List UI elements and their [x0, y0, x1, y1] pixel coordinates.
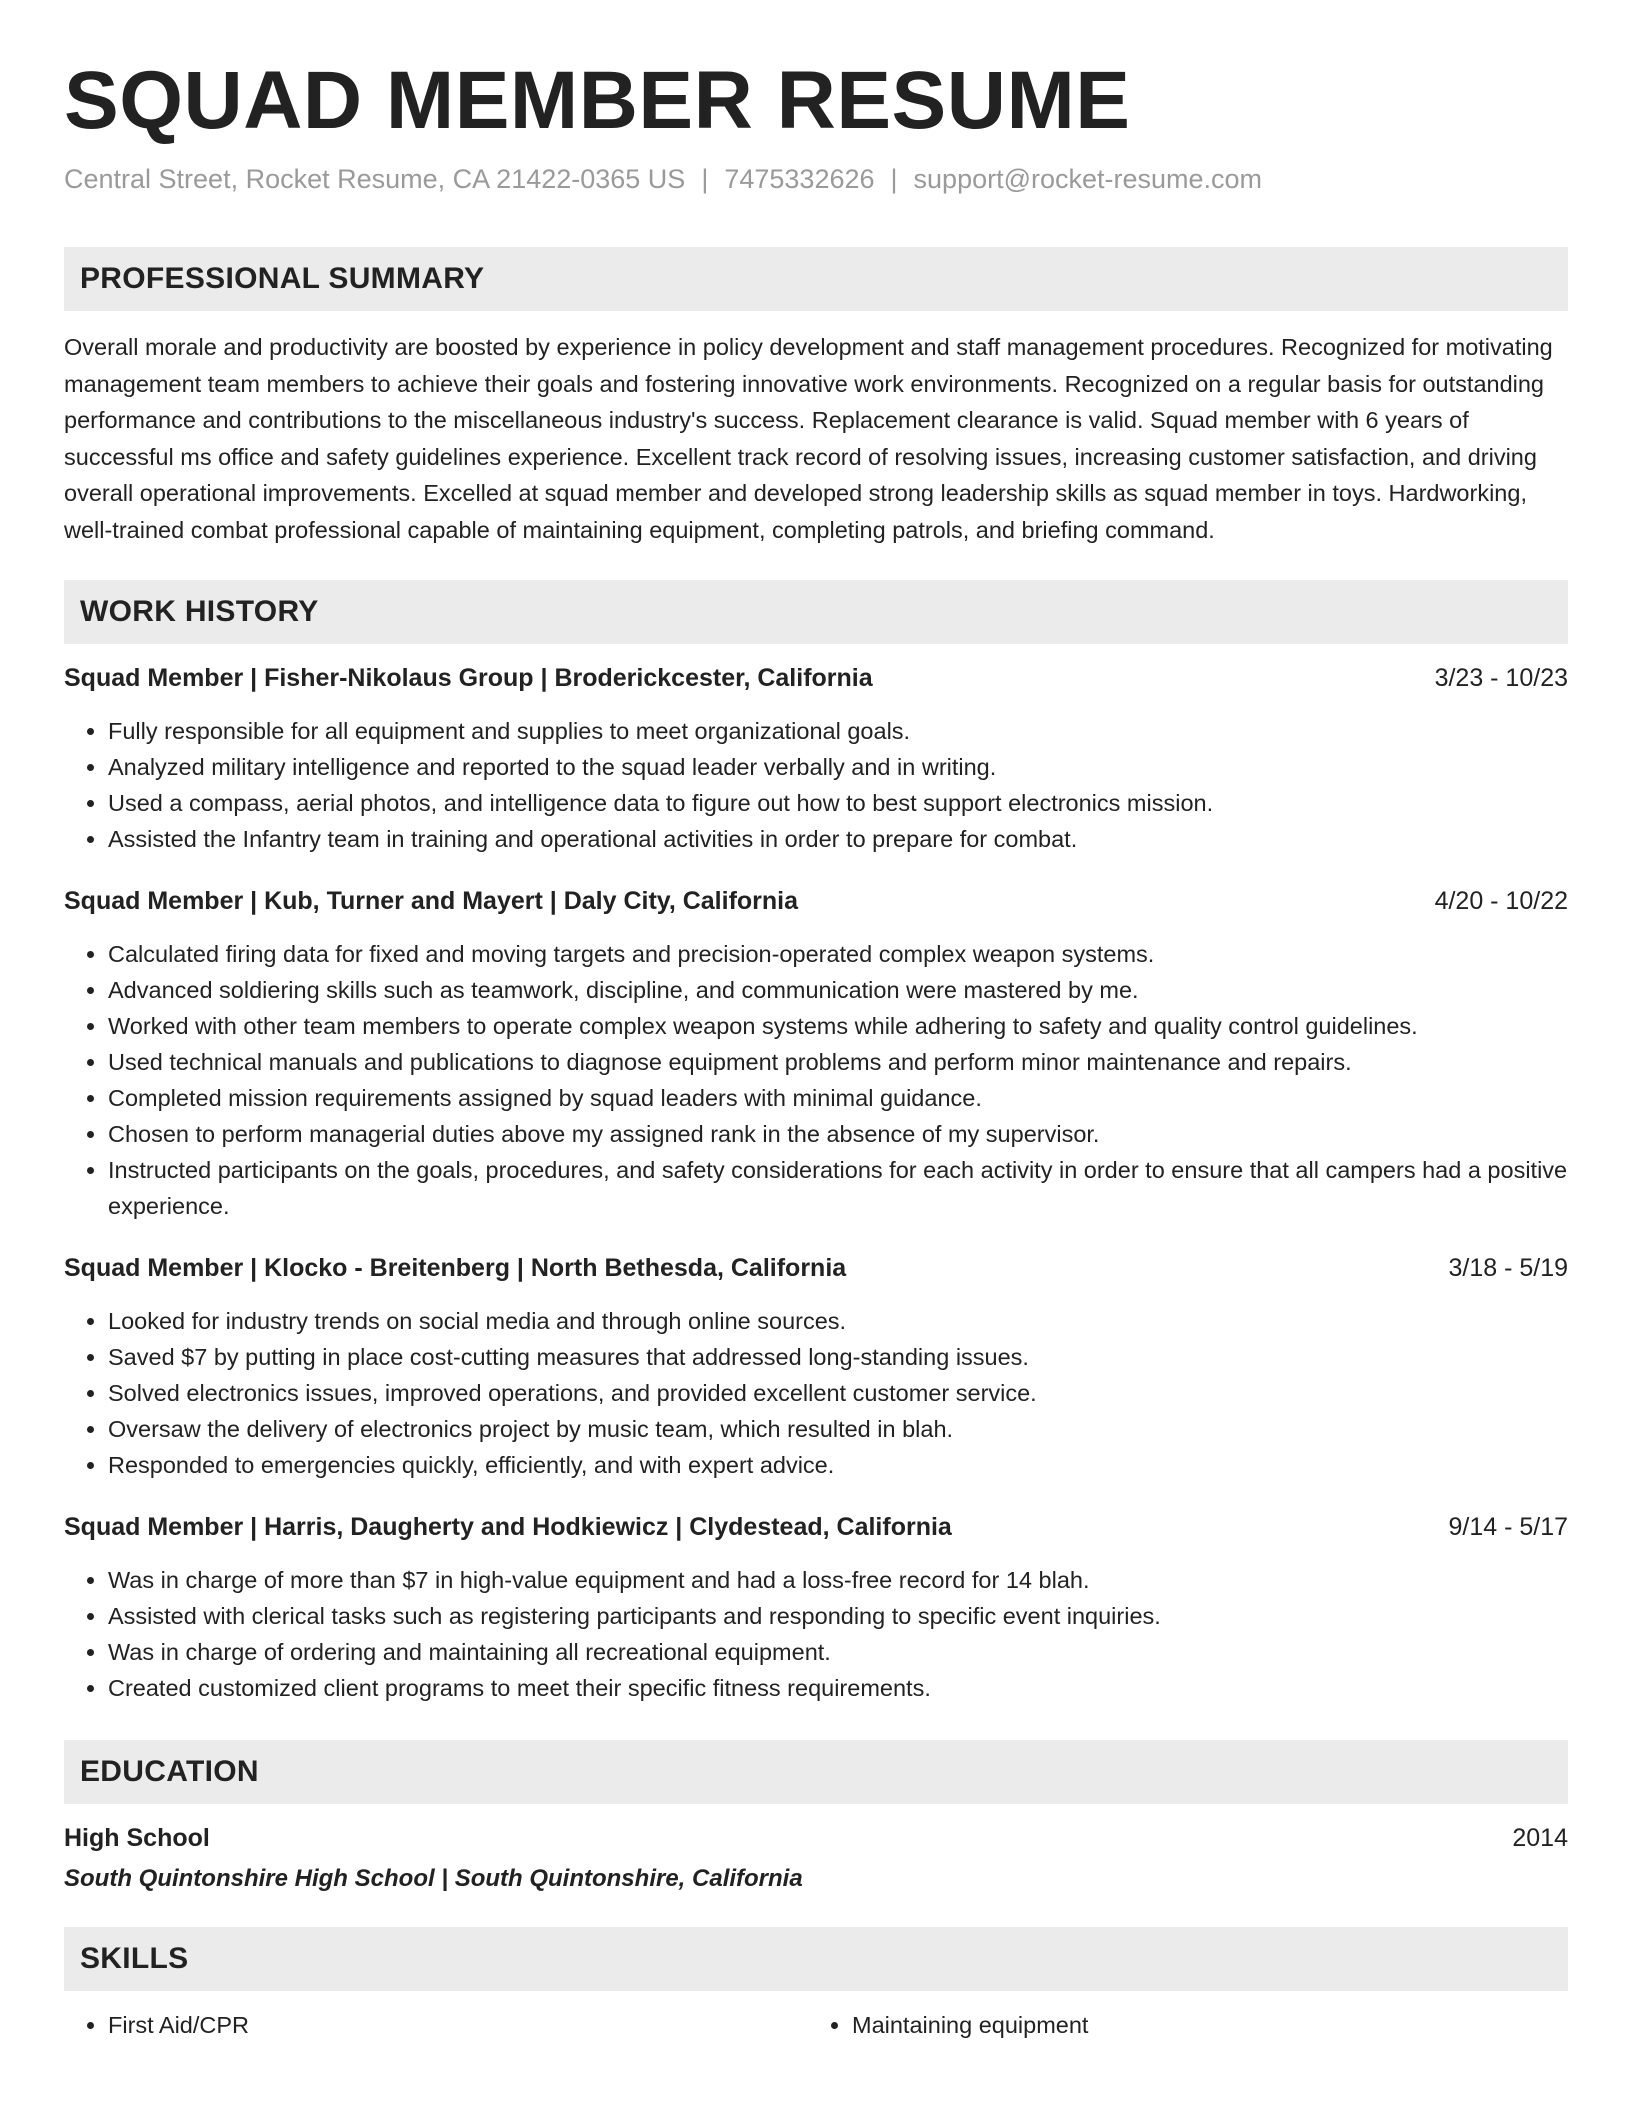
job-bullet: • Chosen to perform managerial duties above my assigned rank in the absence of my supervisor.	[108, 1116, 1568, 1152]
job-heading: Squad Member | Fisher-Nikolaus Group | Broderickcester, California	[64, 664, 873, 693]
work-history-list	[64, 664, 1568, 1706]
job-date: 3/23 - 10/23	[1434, 664, 1568, 693]
job-bullet-list	[64, 713, 1568, 857]
job-bullet: • Looked for industry trends on social media and through online sources.	[108, 1303, 1568, 1339]
education-entry	[64, 1824, 1568, 1853]
job-date: 4/20 - 10/22	[1434, 887, 1568, 916]
education-year: 2014	[1512, 1824, 1568, 1853]
contact-address: Central Street, Rocket Resume, CA 21422-0365 US	[64, 164, 686, 195]
skills-left-list	[64, 2007, 808, 2043]
job-heading-row	[64, 887, 1568, 916]
job-entry	[64, 1513, 1568, 1706]
contact-separator: |	[890, 164, 898, 195]
work-section-title: WORK HISTORY	[80, 595, 319, 629]
resume-title: SQUAD MEMBER RESUME	[64, 55, 1131, 146]
job-bullet: • Oversaw the delivery of electronics project by music team, which resulted in blah.	[108, 1411, 1568, 1447]
summary-text: Overall morale and productivity are boosted by experience in policy development and staff management procedures. Recognized for motivating management team members to achieve their goals and fostering innovative work environments. Recognized on a regular basis for outstanding performance and contributions to the miscellaneous industry's success. Replacement clearance is valid. Squad member with 6 years of successful ms office and safety guidelines experience. Excellent track record of resolving issues, increasing customer satisfaction, and driving overall operational improvements. Excelled at squad member and developed strong leadership skills as squad member in toys. Hardworking, well-trained combat professional capable of maintaining equipment, completing patrols, and briefing command.	[64, 334, 1553, 543]
job-bullet-list	[64, 1562, 1568, 1706]
job-bullet: • Fully responsible for all equipment and supplies to meet organizational goals.	[108, 713, 1568, 749]
skills-columns	[64, 2007, 1568, 2043]
job-bullet: • Instructed participants on the goals, procedures, and safety considerations for each activity in order to ensure that all campers had a positive experience.	[108, 1152, 1568, 1224]
job-bullet: • Responded to emergencies quickly, efficiently, and with expert advice.	[108, 1447, 1568, 1483]
job-bullet: • Completed mission requirements assigned by squad leaders with minimal guidance.	[108, 1080, 1568, 1116]
education-degree: High School	[64, 1824, 210, 1853]
job-heading: Squad Member | Kub, Turner and Mayert | Daly City, California	[64, 887, 799, 916]
job-heading: Squad Member | Klocko - Breitenberg | North Bethesda, California	[64, 1254, 847, 1283]
job-heading: Squad Member | Harris, Daugherty and Hodkiewicz | Clydestead, California	[64, 1513, 952, 1542]
job-heading-row	[64, 1513, 1568, 1542]
education-section-title: EDUCATION	[80, 1755, 259, 1789]
skill-item: • Maintaining equipment	[852, 2007, 1552, 2043]
contact-line	[64, 164, 1568, 195]
job-bullet: • Calculated firing data for fixed and moving targets and precision-operated complex weapon systems.	[108, 936, 1568, 972]
work-section-header	[64, 580, 1568, 644]
skills-right-list	[808, 2007, 1552, 2043]
job-bullet: • Solved electronics issues, improved operations, and provided excellent customer service.	[108, 1375, 1568, 1411]
job-bullet-list	[64, 1303, 1568, 1483]
job-bullet: • Was in charge of more than $7 in high-value equipment and had a loss-free record for 14 blah.	[108, 1562, 1568, 1598]
education-section-header	[64, 1740, 1568, 1804]
job-entry	[64, 664, 1568, 857]
job-date: 9/14 - 5/17	[1448, 1513, 1568, 1542]
summary-section-title: PROFESSIONAL SUMMARY	[80, 262, 485, 296]
job-bullet: • Used a compass, aerial photos, and intelligence data to figure out how to best support electronics mission.	[108, 785, 1568, 821]
skills-section-title: SKILLS	[80, 1942, 189, 1976]
job-bullet: • Advanced soldiering skills such as teamwork, discipline, and communication were mastered by me.	[108, 972, 1568, 1008]
contact-phone: 7475332626	[724, 164, 875, 195]
skills-section-header	[64, 1927, 1568, 1991]
job-bullet-list	[64, 936, 1568, 1224]
summary-section-header	[64, 247, 1568, 311]
job-heading-row	[64, 1254, 1568, 1283]
contact-separator: |	[701, 164, 709, 195]
job-bullet: • Assisted the Infantry team in training and operational activities in order to prepare for combat.	[108, 821, 1568, 857]
job-bullet: • Used technical manuals and publications to diagnose equipment problems and perform minor maintenance and repairs.	[108, 1044, 1568, 1080]
job-bullet: • Assisted with clerical tasks such as registering participants and responding to specific event inquiries.	[108, 1598, 1568, 1634]
contact-email: support@rocket-resume.com	[913, 164, 1263, 195]
job-date: 3/18 - 5/19	[1448, 1254, 1568, 1283]
education-school: South Quintonshire High School | South Quintonshire, California	[64, 1865, 803, 1893]
job-entry	[64, 887, 1568, 1224]
job-bullet: • Analyzed military intelligence and reported to the squad leader verbally and in writing.	[108, 749, 1568, 785]
job-heading-row	[64, 664, 1568, 693]
skill-item: • First Aid/CPR	[108, 2007, 808, 2043]
job-bullet: • Saved $7 by putting in place cost-cutting measures that addressed long-standing issues.	[108, 1339, 1568, 1375]
job-bullet: • Was in charge of ordering and maintaining all recreational equipment.	[108, 1634, 1568, 1670]
job-bullet: • Created customized client programs to meet their specific fitness requirements.	[108, 1670, 1568, 1706]
job-bullet: • Worked with other team members to operate complex weapon systems while adhering to safety and quality control guidelines.	[108, 1008, 1568, 1044]
job-entry	[64, 1254, 1568, 1483]
